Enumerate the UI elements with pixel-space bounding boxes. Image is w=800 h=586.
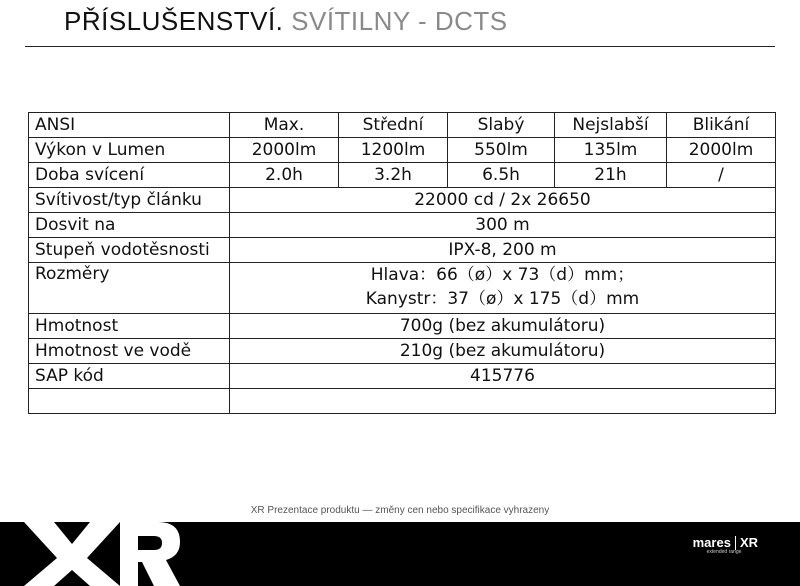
brand-separator: [735, 536, 736, 550]
table-cell: 21h: [555, 163, 667, 188]
title-main: PŘÍSLUŠENSTVÍ.: [64, 6, 284, 36]
table-cell: 700g (bez akumulátoru): [230, 314, 776, 339]
table-cell: [29, 389, 230, 414]
table-row: [29, 364, 776, 389]
header-cell: Nejslabší: [555, 113, 667, 138]
table-cell: [230, 263, 776, 314]
row-label: SAP kód: [29, 364, 230, 389]
table-cell: /: [667, 163, 776, 188]
header-cell: Slabý: [448, 113, 555, 138]
title-divider: [25, 46, 775, 47]
table-cell: 2000lm: [230, 138, 339, 163]
table-cell: 6.5h: [448, 163, 555, 188]
header-cell: Střední: [339, 113, 448, 138]
table-cell: 3.2h: [339, 163, 448, 188]
table-cell: 210g (bez akumulátoru): [230, 339, 776, 364]
table-cell: 2.0h: [230, 163, 339, 188]
xr-logo-icon: [20, 522, 180, 586]
table-row: [29, 213, 776, 238]
header-cell: Max.: [230, 113, 339, 138]
table-row: [29, 339, 776, 364]
row-label: Doba svícení: [29, 163, 230, 188]
row-label: Rozměry: [29, 263, 230, 314]
table-cell: 22000 cd / 2x 26650: [230, 188, 776, 213]
table-row: [29, 314, 776, 339]
table-cell: 2000lm: [667, 138, 776, 163]
title-sub: SVÍTILNY - DCTS: [291, 6, 508, 36]
dimension-canister: Kanystr：37（ø）x 175（d）mm: [365, 289, 640, 309]
row-label: Hmotnost: [29, 314, 230, 339]
table-row: [29, 238, 776, 263]
header-cell: ANSI: [29, 113, 230, 138]
table-row-empty: [29, 389, 776, 414]
table-row: [29, 163, 776, 188]
mares-logo-text: mares: [692, 535, 731, 550]
row-label: Dosvit na: [29, 213, 230, 238]
table-cell: 135lm: [555, 138, 667, 163]
xr-logo-r-shape: [120, 522, 180, 586]
table-cell: IPX-8, 200 m: [230, 238, 776, 263]
dimension-head: Hlava：66（ø）x 73（d）mm；: [370, 265, 635, 285]
table-cell: 550lm: [448, 138, 555, 163]
table-cell: 415776: [230, 364, 776, 389]
row-label: Stupeň vodotěsnosti: [29, 238, 230, 263]
table-row: [29, 138, 776, 163]
table-cell: 1200lm: [339, 138, 448, 163]
page-title: [64, 6, 508, 37]
row-label: Výkon v Lumen: [29, 138, 230, 163]
xr-logo-x-shape: [24, 522, 120, 586]
table-row: [29, 188, 776, 213]
brand-logo: [692, 535, 758, 555]
table-header-row: [29, 113, 776, 138]
brand-tagline: extended range: [706, 549, 742, 555]
footer-note: XR Prezentace produktu — změny cen nebo specifikace vyhrazeny: [250, 505, 550, 516]
xr-brand-text: XR: [739, 535, 758, 550]
row-label: Svítivost/typ článku: [29, 188, 230, 213]
header-cell: Blikání: [667, 113, 776, 138]
table-cell: [230, 389, 776, 414]
table-cell: 300 m: [230, 213, 776, 238]
spec-table: [28, 112, 776, 414]
row-label: Hmotnost ve vodě: [29, 339, 230, 364]
table-row: [29, 263, 776, 314]
